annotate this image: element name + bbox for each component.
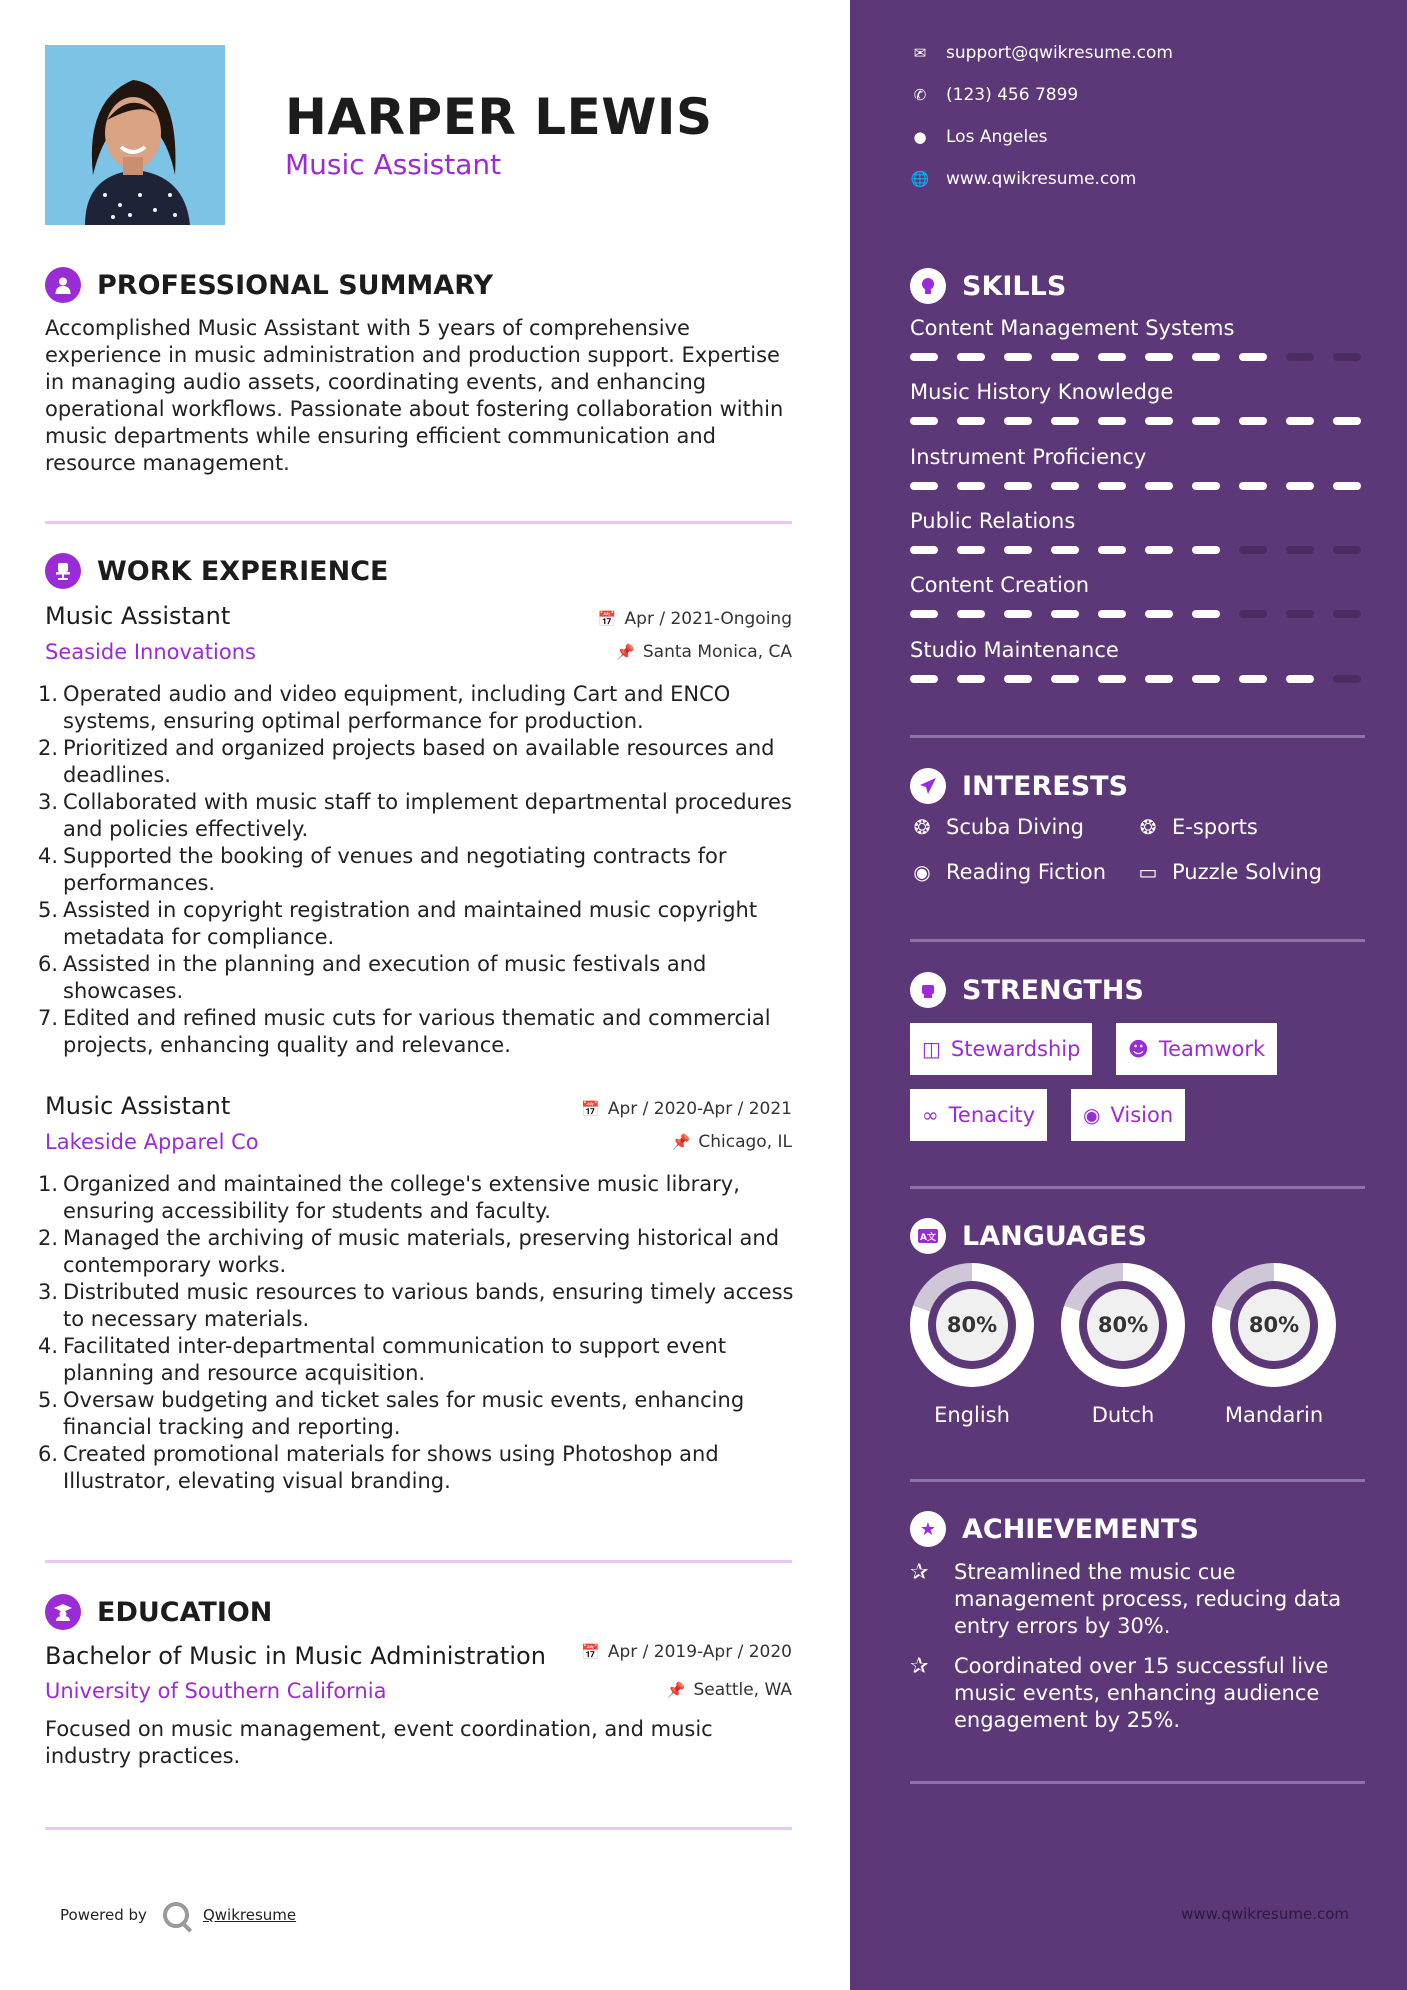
- strength-tag: ◫ Stewardship: [910, 1023, 1092, 1075]
- skill-dash-filled: [1098, 675, 1126, 683]
- languages-heading: [910, 1218, 1147, 1254]
- skill-dash-filled: [1145, 482, 1173, 490]
- skills-title: SKILLS: [962, 270, 1067, 302]
- language-percent: 80%: [1238, 1289, 1310, 1361]
- language-progress-ring: [910, 1263, 1034, 1387]
- skill-level-bar: [910, 482, 1361, 490]
- powered-by-label: Powered by: [60, 1906, 147, 1924]
- footer-website[interactable]: www.qwikresume.com: [1181, 1905, 1349, 1923]
- list-item: 3. Distributed music resources to various bands, ensuring timely access to necessary materials.: [38, 1280, 794, 1331]
- skill-level-bar: [910, 417, 1361, 425]
- skill-dash-filled: [1333, 482, 1361, 490]
- candidate-name: HARPER LEWIS: [285, 88, 713, 146]
- skill-dash-filled: [957, 546, 985, 554]
- strength-tag: ☻ Teamwork: [1116, 1023, 1277, 1075]
- job-location: [672, 1132, 792, 1152]
- list-item: 4. Supported the booking of venues and negotiating contracts for performances.: [38, 844, 727, 895]
- skill-dash-filled: [910, 546, 938, 554]
- language-progress-ring: [1061, 1263, 1185, 1387]
- job-location-text: Santa Monica, CA: [642, 642, 792, 662]
- skill-name: Music History Knowledge: [910, 380, 1174, 404]
- skill-dash-filled: [1145, 417, 1173, 425]
- star-icon: ✰: [910, 1654, 929, 1679]
- section-divider: [45, 1827, 792, 1830]
- skill-dash-empty: [1239, 546, 1267, 554]
- job-responsibilities: [38, 681, 798, 1059]
- section-divider: [910, 1781, 1365, 1784]
- section-divider: [910, 939, 1365, 942]
- list-item: 2. Prioritized and organized projects based on available resources and deadlines.: [38, 736, 775, 787]
- job-date: [581, 1099, 792, 1119]
- skill-dash-empty: [1239, 610, 1267, 618]
- map-pin-icon: ●: [913, 128, 927, 146]
- paper-plane-icon: [910, 768, 946, 804]
- skill-dash-filled: [957, 353, 985, 361]
- skill-dash-filled: [1145, 610, 1173, 618]
- skill-dash-filled: [1286, 417, 1314, 425]
- skill-dash-filled: [1004, 675, 1032, 683]
- fist-icon: [910, 972, 946, 1008]
- section-divider: [910, 1186, 1365, 1189]
- powered-by: [60, 1902, 296, 1928]
- lifebuoy-icon: ❂: [913, 815, 931, 839]
- skill-dash-filled: [910, 482, 938, 490]
- education-title: EDUCATION: [97, 1596, 273, 1628]
- language-item: [1212, 1263, 1336, 1427]
- skill-dash-filled: [1192, 353, 1220, 361]
- skill-dash-filled: [1004, 417, 1032, 425]
- skill-dash-filled: [1051, 417, 1079, 425]
- skill-level-bar: [910, 546, 1361, 554]
- calendar-icon: 📅: [581, 1643, 600, 1661]
- language-item: [1061, 1263, 1185, 1427]
- qwikresume-logo-icon: [163, 1902, 189, 1928]
- job-company: Seaside Innovations: [45, 640, 256, 664]
- skill-dash-filled: [957, 675, 985, 683]
- contact-location: [910, 127, 1048, 147]
- skill-dash-filled: [1004, 353, 1032, 361]
- pin-icon: 📌: [616, 643, 635, 661]
- education-text: Focused on music management, event coordination, and music industry practices.: [45, 1717, 713, 1768]
- lifebuoy-icon: ❂: [1139, 815, 1157, 839]
- pin-icon: 📌: [671, 1133, 691, 1151]
- language-percent: 80%: [936, 1289, 1008, 1361]
- skill-dash-empty: [1333, 610, 1361, 618]
- skill-dash-filled: [957, 482, 985, 490]
- skill-dash-filled: [1145, 546, 1173, 554]
- job-date: [598, 609, 792, 629]
- contact-website: [910, 169, 1136, 189]
- list-item: 3. Collaborated with music staff to implement departmental procedures and policies effectively.: [38, 790, 792, 841]
- skill-dash-filled: [910, 610, 938, 618]
- interest-item: ◉ Reading Fiction: [910, 860, 1106, 884]
- skill-name: Instrument Proficiency: [910, 445, 1147, 469]
- language-item: [910, 1263, 1034, 1427]
- skill-dash-filled: [1098, 353, 1126, 361]
- skill-dash-filled: [1051, 610, 1079, 618]
- sidebar: [850, 0, 1407, 1990]
- section-divider: [910, 735, 1365, 738]
- lightbulb-icon: [910, 268, 946, 304]
- skill-dash-filled: [1286, 675, 1314, 683]
- job-title: Music Assistant: [45, 1092, 231, 1120]
- list-item: 6. Created promotional materials for shows using Photoshop and Illustrator, elevating visual branding.: [38, 1442, 719, 1493]
- list-item: 1. Organized and maintained the college's extensive music library, ensuring accessibility for students and faculty.: [38, 1172, 740, 1223]
- location-text: Los Angeles: [946, 127, 1048, 147]
- skill-dash-filled: [1239, 417, 1267, 425]
- skill-dash-filled: [1051, 353, 1079, 361]
- education-heading: [45, 1594, 272, 1630]
- achievements-title: ACHIEVEMENTS: [962, 1513, 1199, 1545]
- website-text[interactable]: www.qwikresume.com: [946, 169, 1137, 189]
- skill-level-bar: [910, 353, 1361, 361]
- calendar-icon: 📅: [581, 1100, 600, 1118]
- skill-level-bar: [910, 610, 1361, 618]
- job-company: Lakeside Apparel Co: [45, 1130, 259, 1154]
- job-title: Music Assistant: [45, 602, 231, 630]
- skill-dash-filled: [1192, 482, 1220, 490]
- skill-name: Content Creation: [910, 573, 1090, 597]
- phone-text: (123) 456 7899: [946, 85, 1079, 105]
- skill-dash-filled: [910, 353, 938, 361]
- list-item: 7. Edited and refined music cuts for various thematic and commercial projects, enhancing quality and relevance.: [38, 1006, 771, 1057]
- achievement-item: ✰ Coordinated over 15 successful live music events, enhancing audience engagement by 25%.: [910, 1654, 1329, 1732]
- skill-dash-empty: [1333, 353, 1361, 361]
- section-divider: [910, 1479, 1365, 1482]
- skill-dash-filled: [1098, 417, 1126, 425]
- skill-dash-filled: [1004, 482, 1032, 490]
- language-name: English: [934, 1403, 1010, 1427]
- star-icon: ✰: [910, 1560, 929, 1585]
- achievement-item: ✰ Streamlined the music cue management process, reducing data entry errors by 30%.: [910, 1560, 1342, 1638]
- education-location: [667, 1680, 792, 1700]
- degree-title: Bachelor of Music in Music Administration: [45, 1642, 546, 1670]
- strengths-heading: [910, 972, 1144, 1008]
- phone-icon: ✆: [913, 86, 927, 104]
- translate-icon: [910, 1218, 946, 1254]
- skill-name: Studio Maintenance: [910, 638, 1119, 662]
- link-icon: ∞: [922, 1103, 939, 1127]
- qwikresume-link[interactable]: Qwikresume: [202, 1906, 297, 1924]
- skill-dash-filled: [1145, 675, 1173, 683]
- email-text[interactable]: support@qwikresume.com: [946, 43, 1173, 63]
- skill-dash-filled: [1286, 482, 1314, 490]
- interests-heading: [910, 768, 1128, 804]
- job-date-text: Apr / 2021-Ongoing: [624, 609, 792, 629]
- school-name: University of Southern California: [45, 1679, 387, 1703]
- skill-dash-filled: [1051, 546, 1079, 554]
- skill-dash-filled: [1192, 675, 1220, 683]
- list-item: 5. Assisted in copyright registration and maintained music copyright metadata for compliance.: [38, 898, 758, 949]
- skill-dash-filled: [1192, 610, 1220, 618]
- job-responsibilities: [38, 1171, 798, 1495]
- education-date-text: Apr / 2019-Apr / 2020: [607, 1642, 792, 1662]
- skills-heading: [910, 268, 1066, 304]
- job-location: [616, 642, 792, 662]
- skill-dash-empty: [1333, 675, 1361, 683]
- job-location-text: Chicago, IL: [698, 1132, 792, 1152]
- experience-title: WORK EXPERIENCE: [97, 555, 389, 587]
- users-icon: ☻: [1128, 1037, 1149, 1061]
- strength-tag: ∞ Tenacity: [910, 1089, 1047, 1141]
- language-name: Dutch: [1091, 1403, 1155, 1427]
- skill-dash-filled: [910, 417, 938, 425]
- interest-item: ▭ Puzzle Solving: [1136, 860, 1322, 884]
- list-item: 1. Operated audio and video equipment, including Cart and ENCO systems, ensuring optimal performance for production.: [38, 682, 731, 733]
- skill-dash-filled: [1098, 610, 1126, 618]
- skill-dash-empty: [1286, 353, 1314, 361]
- list-item: 4. Facilitated inter-departmental communication to support event planning and resource acquisition.: [38, 1334, 727, 1385]
- calendar-icon: 📅: [597, 610, 617, 628]
- skill-dash-filled: [1145, 353, 1173, 361]
- interest-item: ❂ E-sports: [1136, 815, 1258, 839]
- skill-dash-filled: [1239, 353, 1267, 361]
- book-icon: ▭: [1138, 860, 1158, 884]
- skill-dash-filled: [1051, 675, 1079, 683]
- chair-icon: [45, 553, 81, 589]
- language-name: Mandarin: [1224, 1403, 1324, 1427]
- svg-text:A文: A文: [920, 1233, 936, 1243]
- languages-title: LANGUAGES: [962, 1220, 1147, 1252]
- profile-photo: [45, 45, 225, 225]
- candidate-title: Music Assistant: [285, 148, 502, 181]
- skill-dash-filled: [957, 417, 985, 425]
- summary-heading: [45, 267, 493, 303]
- interests-title: INTERESTS: [962, 770, 1129, 802]
- star-badge-icon: ★: [910, 1511, 946, 1547]
- user-icon: [45, 267, 81, 303]
- skill-dash-filled: [1239, 482, 1267, 490]
- achievements-heading: [910, 1511, 1199, 1547]
- envelope-icon: ✉: [913, 44, 927, 62]
- skill-dash-filled: [1192, 546, 1220, 554]
- section-divider: [45, 521, 792, 524]
- skill-dash-filled: [910, 675, 938, 683]
- skill-dash-filled: [1098, 546, 1126, 554]
- pin-icon: 📌: [666, 1681, 686, 1699]
- briefcase-icon: ◫: [922, 1037, 941, 1061]
- strength-tag: ◉ Vision: [1071, 1089, 1185, 1141]
- skill-dash-filled: [1333, 417, 1361, 425]
- job-date-text: Apr / 2020-Apr / 2021: [607, 1099, 792, 1119]
- language-percent: 80%: [1087, 1289, 1159, 1361]
- skill-level-bar: [910, 675, 1361, 683]
- skill-dash-filled: [1098, 482, 1126, 490]
- interest-item: ❂ Scuba Diving: [910, 815, 1084, 839]
- list-item: 2. Managed the archiving of music materials, preserving historical and contemporary works.: [38, 1226, 780, 1277]
- skill-dash-filled: [1004, 610, 1032, 618]
- education-location-text: Seattle, WA: [693, 1680, 792, 1700]
- language-progress-ring: [1212, 1263, 1336, 1387]
- contact-phone: [910, 85, 1078, 105]
- skill-dash-empty: [1286, 546, 1314, 554]
- skill-name: Public Relations: [910, 509, 1076, 533]
- experience-heading: [45, 553, 388, 589]
- list-item: 6. Assisted in the planning and execution of music festivals and showcases.: [38, 952, 707, 1003]
- section-divider: [45, 1560, 792, 1563]
- list-item: 5. Oversaw budgeting and ticket sales for music events, enhancing financial tracking and reporting.: [38, 1388, 745, 1439]
- skill-dash-filled: [1192, 417, 1220, 425]
- contact-email: [910, 43, 1173, 63]
- gamepad-icon: ◉: [913, 860, 931, 884]
- globe-icon: 🌐: [910, 170, 930, 188]
- skill-dash-filled: [1239, 675, 1267, 683]
- skill-dash-filled: [1004, 546, 1032, 554]
- skill-dash-empty: [1286, 610, 1314, 618]
- skill-dash-empty: [1333, 546, 1361, 554]
- binoculars-icon: ◉: [1083, 1103, 1101, 1127]
- graduate-icon: [45, 1594, 81, 1630]
- skill-dash-filled: [1051, 482, 1079, 490]
- strengths-title: STRENGTHS: [962, 974, 1144, 1006]
- summary-text: Accomplished Music Assistant with 5 years of comprehensive experience in music administration and production support. Expertise in managing audio assets, coordinating events, and enhancing operational workflows. Passionate about fostering collaboration within music departments while ensuring efficient communication and resource management.: [45, 316, 784, 475]
- skill-dash-filled: [957, 610, 985, 618]
- education-date: [581, 1642, 792, 1662]
- summary-title: PROFESSIONAL SUMMARY: [97, 269, 494, 301]
- skill-name: Content Management Systems: [910, 316, 1235, 340]
